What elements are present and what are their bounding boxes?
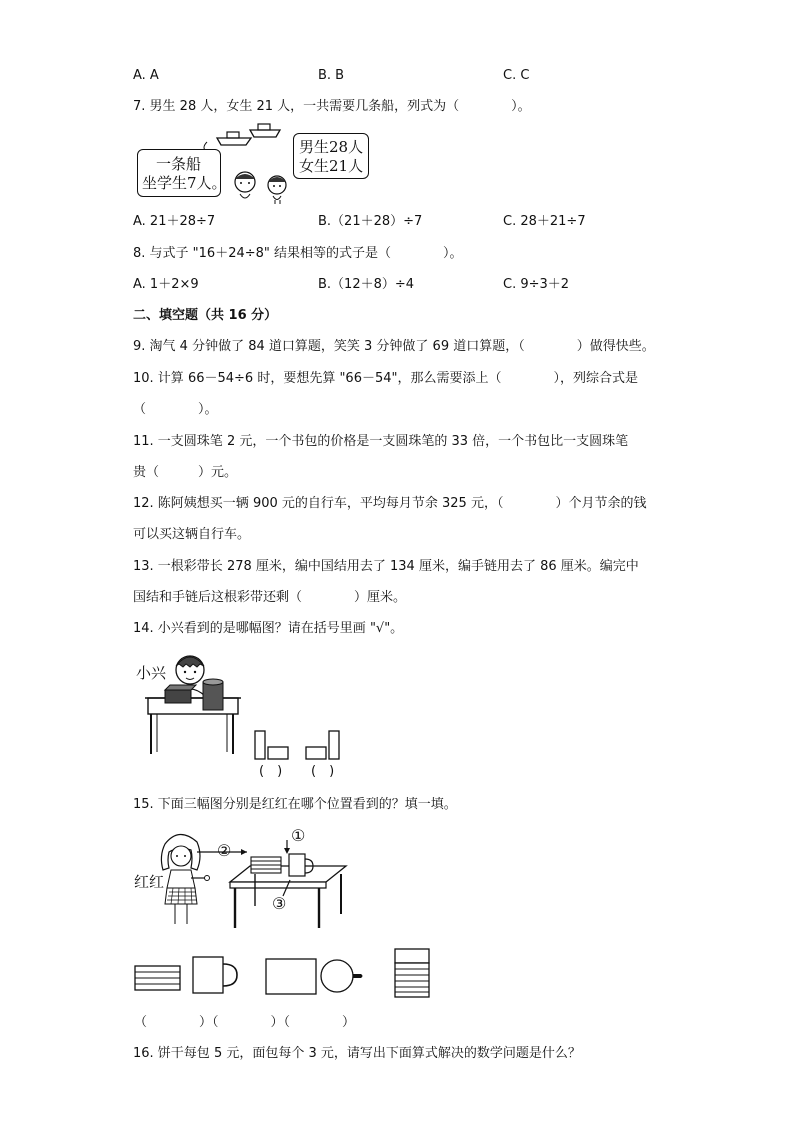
q14-option-1-picture [255,729,295,761]
q7-bubble-right [293,133,369,179]
q7-option-b: B.（21＋28）÷7 [318,214,423,229]
q12-line2: 可以买这辆自行车。 [133,527,251,542]
q6-option-c: C. C [503,68,530,83]
q15-scene-illustration [155,826,355,930]
q15-view-books-side [135,963,183,993]
q15-name-label: 红红 [134,873,165,891]
q7-bubble-right-line2: 女生21人 [299,157,364,175]
q10-line2: （ ）。 [133,402,218,417]
q13-line1: 13. 一根彩带长 278 厘米，编中国结用去了 134 厘米，编手链用去了 86 厘米。编完中 [133,559,639,574]
q7-question: 7. 男生 28 人，女生 21 人，一共需要几条船，列式为（ ）。 [133,99,531,114]
q8-question: 8. 与式子 "16＋24÷8" 结果相等的式子是（ ）。 [133,246,463,261]
q14-answer-blank-1[interactable]: ( ) [259,764,283,779]
q14-question: 14. 小兴看到的是哪幅图？请在括号里画 "√"。 [133,621,404,636]
q14-name-label: 小兴 [136,664,167,682]
q14-option-2-picture [306,729,346,761]
q15-marker-2: ② [217,841,232,860]
q10-line1: 10. 计算 66－54÷6 时，要想先算 "66－54"，那么需要添上（ ），列综合式是 [133,371,638,386]
q15-view-top [265,958,375,998]
q8-option-a: A. 1＋2×9 [133,277,199,292]
q7-bubble-left-line1: 一条船 [156,155,202,173]
q8-option-b: B.（12＋8）÷4 [318,277,415,292]
q7-option-a: A. 21＋28÷7 [133,214,216,229]
q7-bubble-left [137,149,227,197]
q6-option-b: B. B [318,68,345,83]
q12-line1: 12. 陈阿姨想买一辆 900 元的自行车，平均每月节余 325 元，（ ）个月节余的钱 [133,496,647,511]
q15-view-cup-side [192,955,244,995]
q11-line2: 贵（ ）元。 [133,465,238,480]
q11-line1: 11. 一支圆珠笔 2 元，一个书包的价格是一支圆珠笔的 33 倍，一个书包比一支圆珠笔 [133,434,629,449]
q7-bubble-right-line1: 男生28人 [299,138,364,156]
q16-question: 16. 饼干每包 5 元，面包每个 3 元，请写出下面算式解决的数学问题是什么？ [133,1046,581,1061]
q9-question: 9. 淘气 4 分钟做了 84 道口算题，笑笑 3 分钟做了 69 道口算题，（ ）做得快些。 [133,339,655,354]
q15-marker-3: ③ [272,894,287,913]
q8-option-c: C. 9÷3＋2 [503,277,570,292]
q15-marker-1: ① [291,826,306,845]
q15-question: 15. 下面三幅图分别是红红在哪个位置看到的？填一填。 [133,797,457,812]
q7-option-c: C. 28＋21÷7 [503,214,586,229]
q13-line2: 国结和手链后这根彩带还剩（ ）厘米。 [133,590,407,605]
section-title: 二、填空题（共 16 分） [133,308,278,323]
q14-answer-blank-2[interactable]: ( ) [311,764,335,779]
q15-view-front [394,948,434,1000]
q15-answer-blanks[interactable]: （ ）（ ）（ ） [134,1015,356,1030]
q6-option-a: A. A [133,68,159,83]
q7-bubble-left-line2: 坐学生7人。 [142,174,227,192]
